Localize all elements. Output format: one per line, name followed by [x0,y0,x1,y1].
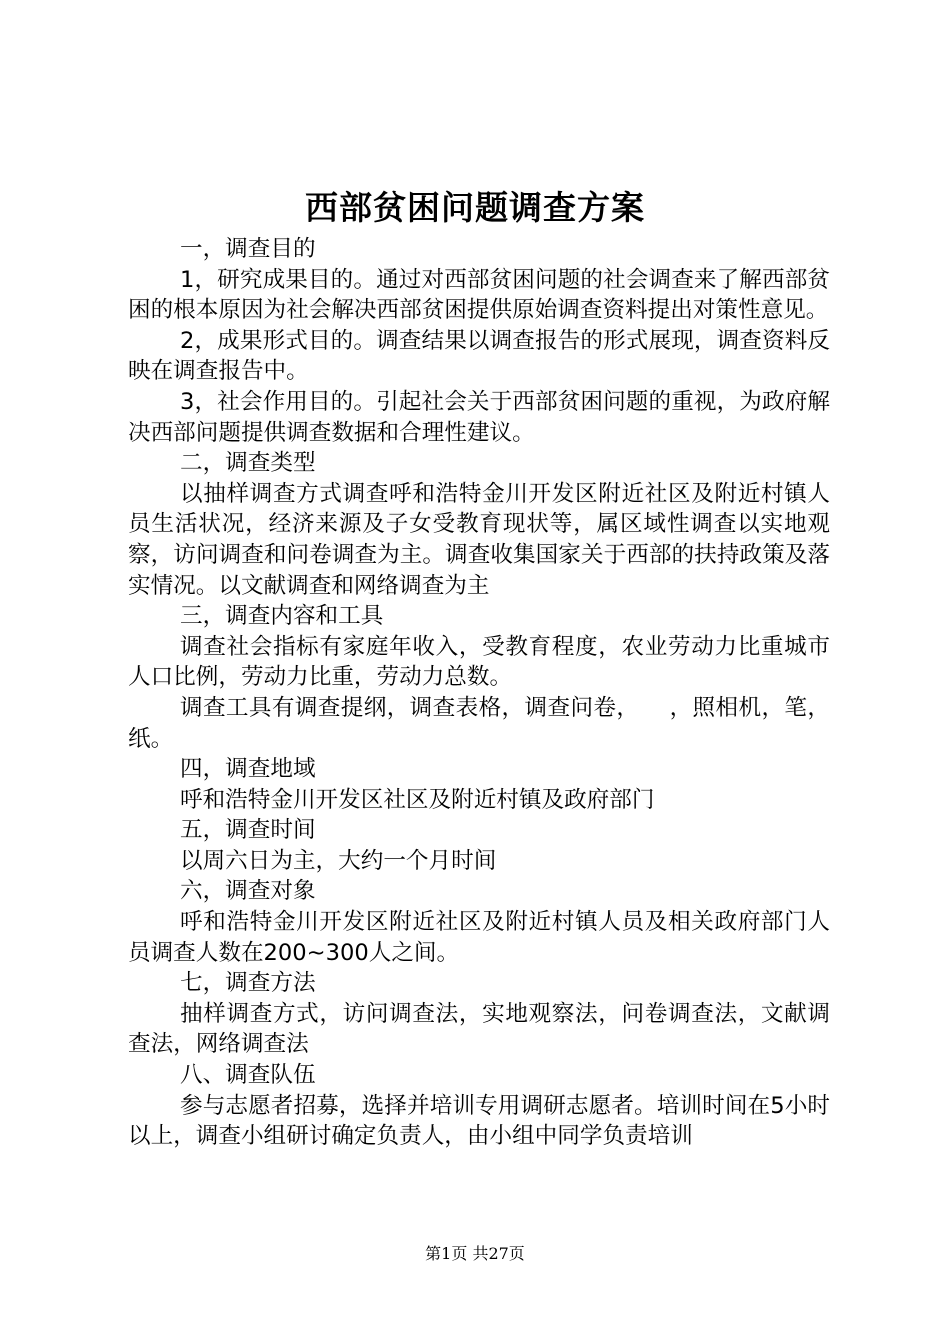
section-heading: 三，调查内容和工具 [180,603,384,630]
document-body [128,234,830,1152]
section-heading: 六，调查对象 [180,878,316,905]
paragraph: 呼和浩特金川开发区社区及附近村镇及政府部门 [180,786,655,813]
paragraph: 参与志愿者招募，选择并培训专用调研志愿者。培训时间在5小时以上，调查小组研讨确定负责人，由小组中同学负责培训 [128,1092,830,1150]
paragraph: 2，成果形式目的。调查结果以调查报告的形式展现，调查资料反映在调查报告中。 [128,327,830,385]
page-footer: 第1页 共27页 [425,1244,525,1263]
section-heading: 五，调查时间 [180,817,316,844]
paragraph: 以抽样调查方式调查呼和浩特金川开发区附近社区及附近村镇人员生活状况，经济来源及子女受教育现状等，属区域性调查以实地观察，访问调查和问卷调查为主。调查收集国家关于西部的扶持政策及落实情况。以文献调查和网络调查为主 [128,480,830,599]
paragraph: 以周六日为主，大约一个月时间 [180,847,497,874]
paragraph: 3，社会作用目的。引起社会关于西部贫困问题的重视，为政府解决西部问题提供调查数据和合理性建议。 [128,388,830,446]
section-heading: 一，调查目的 [180,236,316,262]
paragraph: 调查社会指标有家庭年收入，受教育程度，农业劳动力比重城市人口比例，劳动力比重，劳动力总数。 [128,633,830,691]
section-heading: 七，调查方法 [180,970,316,997]
paragraph: 抽样调查方式，访问调查法，实地观察法，问卷调查法，文献调查法，网络调查法 [128,1000,830,1058]
paragraph: 调查工具有调查提纲，调查表格，调查问卷， ，照相机，笔，纸。 [128,694,830,752]
section-heading: 四，调查地域 [180,756,316,783]
section-heading: 八、调查队伍 [180,1062,316,1089]
paragraph: 呼和浩特金川开发区附近社区及附近村镇人员及相关政府部门人员调查人数在200~300人之间。 [128,909,830,966]
document-title: 西部贫困问题调查方案 [305,188,645,227]
section-heading: 二，调查类型 [180,450,316,477]
paragraph: 1，研究成果目的。通过对西部贫困问题的社会调查来了解西部贫困的根本原因为社会解决西部贫困提供原始调查资料提出对策性意见。 [128,266,830,324]
